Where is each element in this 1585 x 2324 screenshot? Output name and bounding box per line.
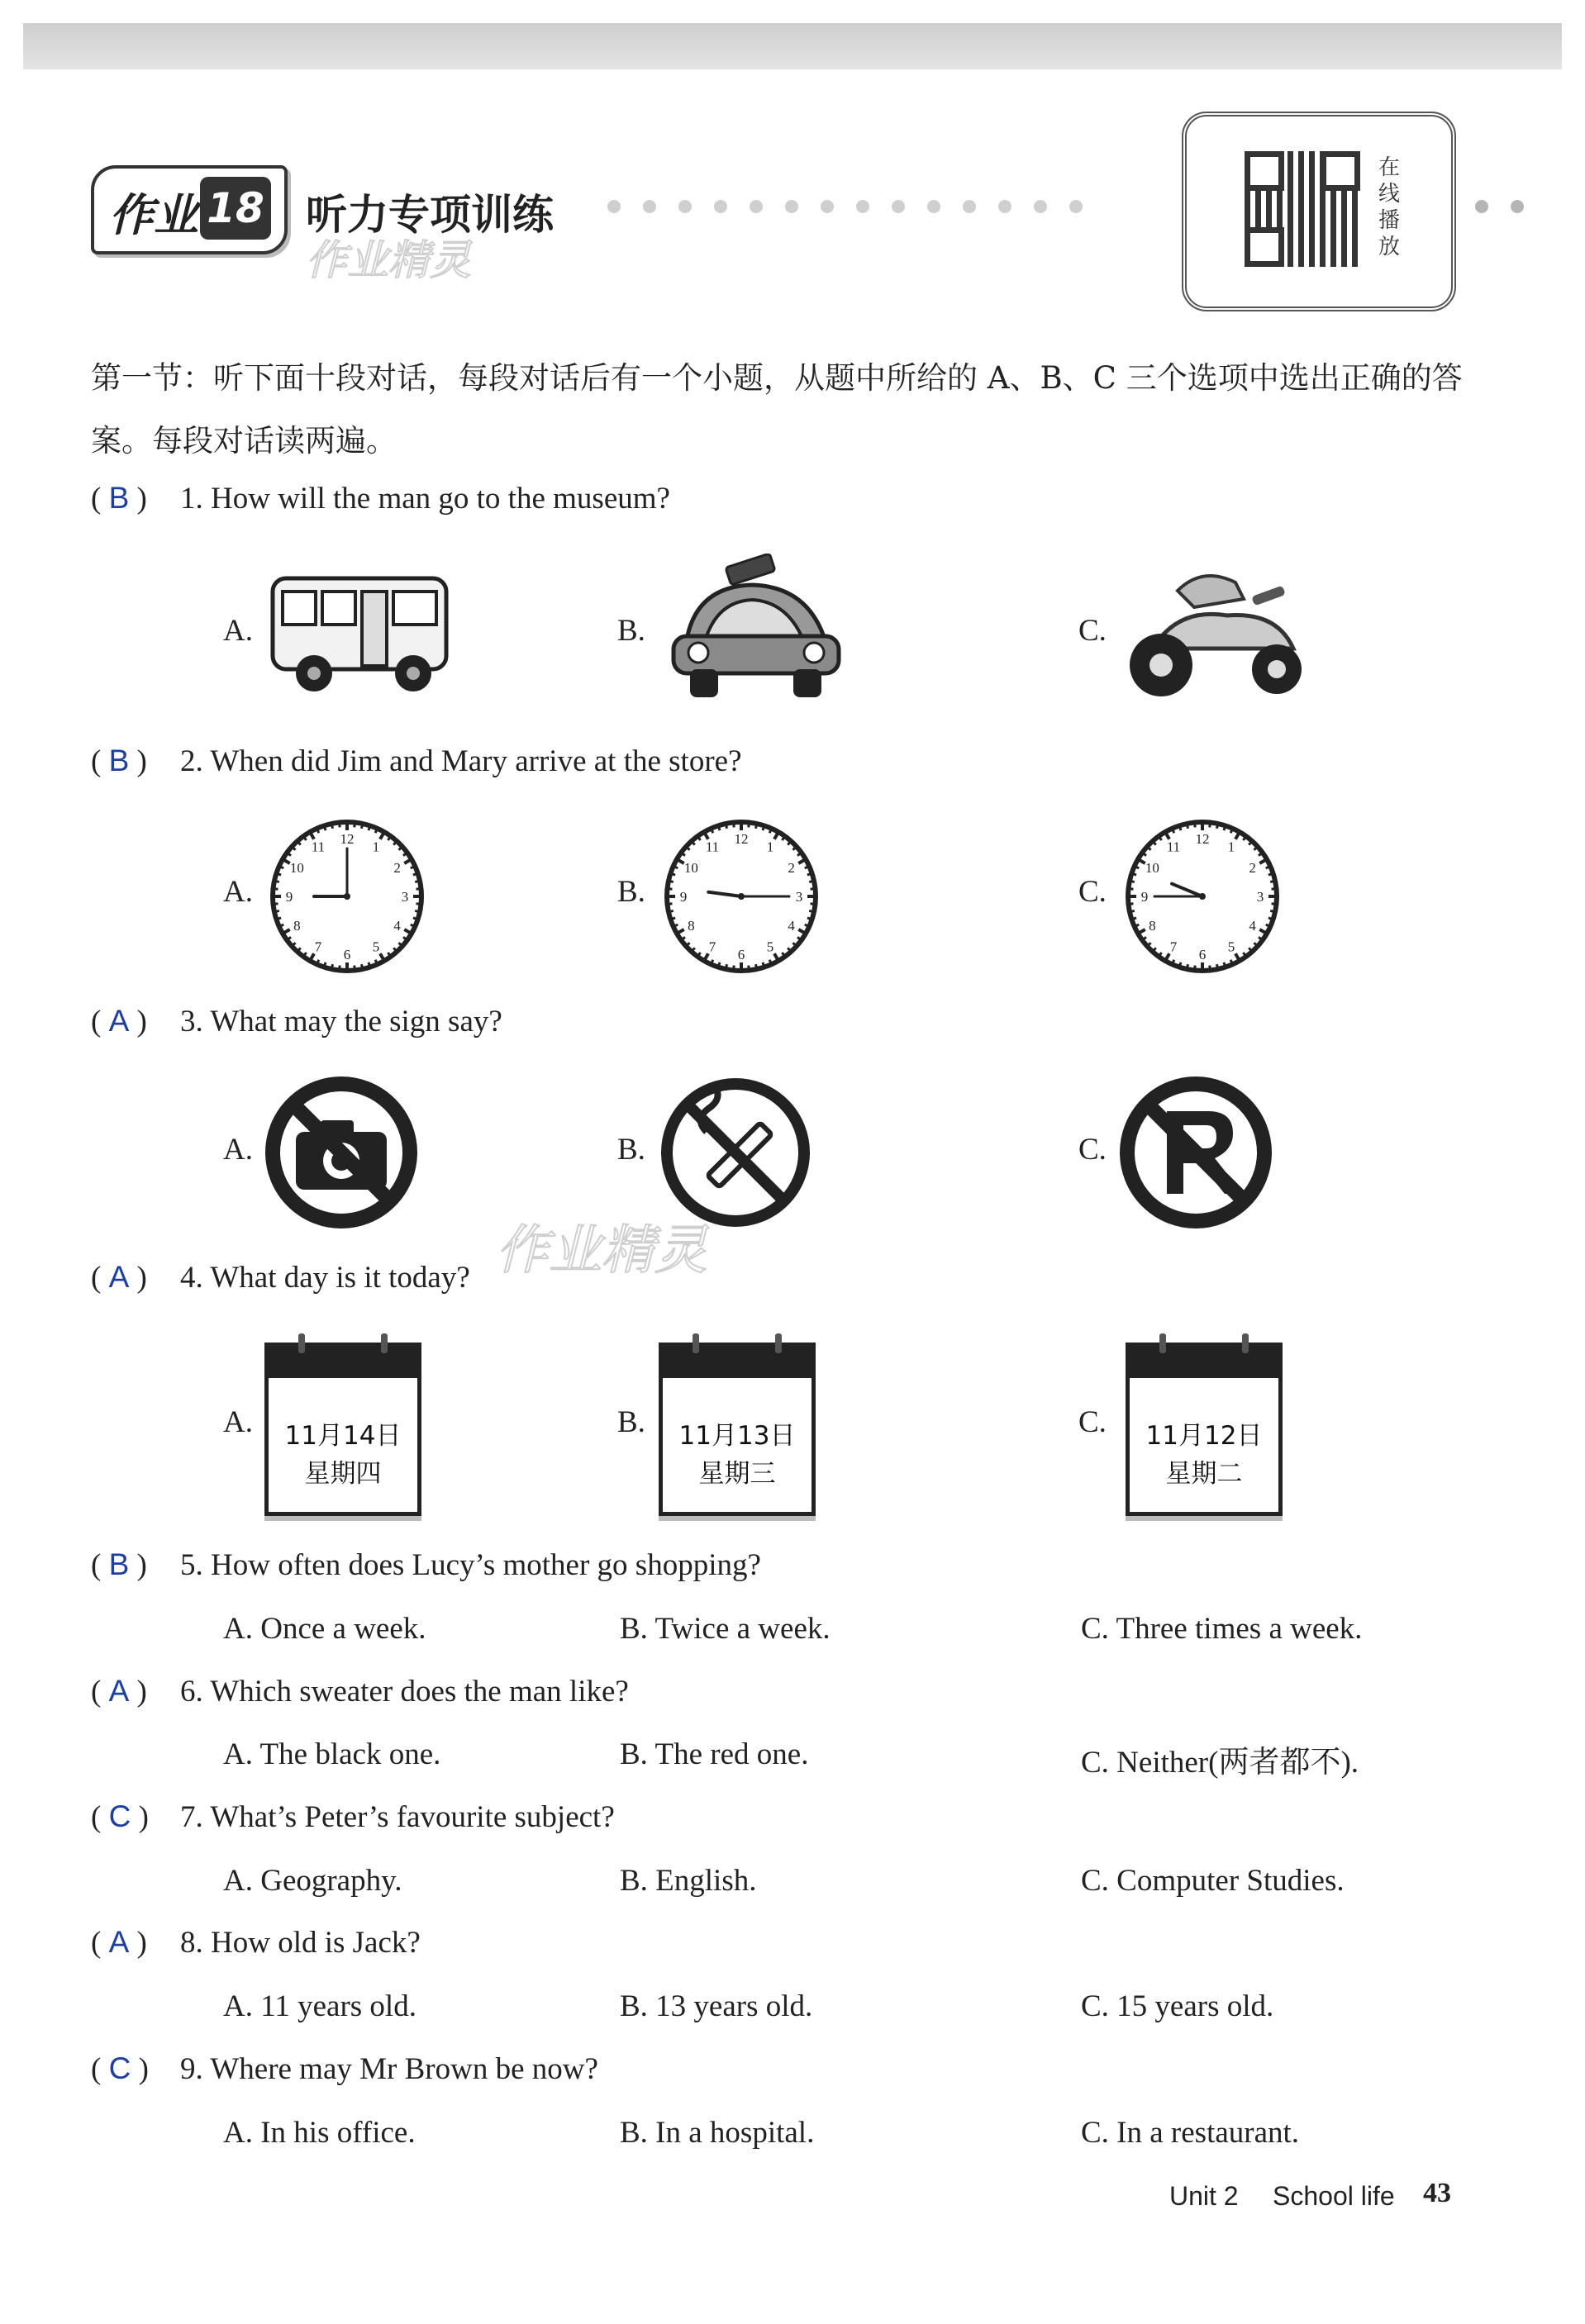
svg-text:10: 10 [289, 860, 304, 876]
option-a: A. The black one. [223, 1737, 441, 1771]
calendar-date: 11月13日 [678, 1421, 796, 1451]
calendar-option-a [264, 1343, 421, 1516]
question-text: When did Jim and Mary arrive at the store? [210, 744, 742, 778]
badge-word: 作业 [109, 189, 198, 241]
svg-text:12: 12 [734, 831, 749, 847]
question-number: 3 [180, 1005, 196, 1038]
no-camera-sign-icon [263, 1074, 420, 1231]
question-number: 8 [180, 1926, 196, 1960]
watermark: 作业精灵 [496, 1220, 707, 1281]
answer-8: A [108, 1925, 130, 1959]
footer-subtitle: School life [1273, 2181, 1395, 2211]
question-2: ( B ) 2. When did Jim and Mary arrive at the store? [91, 744, 742, 778]
option-label: A. [223, 1133, 253, 1167]
bus-icon [264, 562, 455, 698]
question-text: How will the man go to the museum? [211, 482, 670, 516]
question-4: ( A ) 4. What day is it today? [91, 1260, 470, 1295]
svg-text:6: 6 [1198, 947, 1207, 962]
svg-text:9: 9 [285, 889, 293, 905]
option-label: B. [617, 1133, 645, 1167]
svg-text:5: 5 [766, 939, 774, 955]
option-c: C. 15 years old. [1081, 1989, 1274, 2023]
section-instructions: 第一节：听下面十段对话，每段对话后有一个小题，从题中所给的 A、B、C 三个选项中选出正确的答案。每段对话读两遍。 [91, 360, 1463, 459]
option-label: C. [1078, 875, 1107, 909]
option-label: B. [617, 875, 645, 909]
question-text: How often does Lucy’s mother go shopping? [211, 1548, 761, 1582]
option-b: B. The red one. [620, 1737, 809, 1771]
question-3: ( A ) 3. What may the sign say? [91, 1004, 502, 1038]
question-number: 2 [180, 744, 196, 778]
svg-text:12: 12 [1195, 831, 1210, 847]
option-label: A. [223, 1405, 253, 1439]
svg-text:7: 7 [708, 939, 716, 955]
calendar-option-b [659, 1343, 816, 1516]
svg-text:8: 8 [293, 918, 301, 934]
option-c: C. In a restaurant. [1081, 2116, 1300, 2150]
question-9: ( C ) 9. Where may Mr Brown be now? [91, 2051, 598, 2086]
question-text: Which sweater does the man like? [210, 1675, 629, 1709]
svg-text:12: 12 [340, 831, 355, 847]
calendar-weekday: 星期二 [1165, 1459, 1243, 1489]
section-title: 听力专项训练 [306, 191, 554, 239]
svg-text:4: 4 [1249, 918, 1256, 934]
question-text: What day is it today? [210, 1261, 470, 1295]
top-band [23, 23, 1562, 69]
svg-text:11: 11 [1166, 839, 1181, 855]
answer-1: B [108, 481, 130, 515]
svg-text:11: 11 [705, 839, 720, 855]
calendar-option-c [1126, 1343, 1283, 1516]
option-c: C. Neither(两者都不). [1081, 1746, 1359, 1780]
svg-text:2: 2 [393, 860, 401, 876]
svg-text:1: 1 [766, 839, 774, 855]
footer-unit: Unit 2 [1169, 2181, 1239, 2211]
svg-text:5: 5 [372, 939, 380, 955]
option-label: B. [617, 614, 645, 648]
option-c: C. Three times a week. [1081, 1612, 1363, 1646]
option-b: B. 13 years old. [620, 1989, 813, 2023]
answer-2: B [108, 744, 130, 777]
answer-5: B [108, 1547, 130, 1581]
calendar-date: 11月12日 [1145, 1421, 1263, 1451]
option-label: C. [1078, 1133, 1107, 1167]
badge-number: 18 [200, 177, 271, 240]
option-label: A. [223, 614, 253, 648]
question-number: 6 [180, 1675, 196, 1709]
option-label: B. [617, 1405, 645, 1439]
svg-text:4: 4 [393, 918, 401, 934]
option-a: A. Once a week. [223, 1612, 426, 1646]
page-number: 43 [1423, 2178, 1451, 2208]
svg-text:3: 3 [795, 889, 803, 905]
taxi-icon [661, 554, 851, 706]
question-text: What’s Peter’s favourite subject? [210, 1800, 615, 1834]
qr-label: 在线播放 [1378, 155, 1401, 259]
no-parking-sign-icon [1117, 1074, 1274, 1231]
option-b: B. In a hospital. [620, 2116, 815, 2150]
svg-text:7: 7 [1169, 939, 1178, 955]
decorative-dots [607, 200, 1083, 213]
answer-4: A [108, 1260, 130, 1294]
option-c: C. Computer Studies. [1081, 1864, 1345, 1898]
option-b: B. Twice a week. [620, 1612, 831, 1646]
question-number: 7 [180, 1800, 196, 1834]
svg-text:11: 11 [311, 839, 326, 855]
svg-text:5: 5 [1227, 939, 1235, 955]
answer-6: A [108, 1674, 130, 1708]
option-a: A. In his office. [223, 2116, 416, 2150]
svg-text:1: 1 [1227, 839, 1235, 855]
option-a: A. 11 years old. [223, 1989, 416, 2023]
clock-9-00-icon [264, 814, 430, 979]
question-1: ( B ) 1. How will the man go to the museum? [91, 481, 670, 516]
question-6: ( A ) 6. Which sweater does the man like? [91, 1674, 629, 1709]
svg-text:6: 6 [737, 947, 745, 962]
svg-text:10: 10 [683, 860, 698, 876]
svg-text:6: 6 [343, 947, 351, 962]
decorative-dots-right [1475, 200, 1524, 213]
svg-text:2: 2 [1249, 860, 1256, 876]
svg-text:10: 10 [1145, 860, 1159, 876]
option-label: C. [1078, 1405, 1107, 1439]
question-5: ( B ) 5. How often does Lucy’s mother go shopping? [91, 1547, 761, 1582]
question-number: 9 [180, 2052, 196, 2086]
svg-text:7: 7 [314, 939, 322, 955]
motorbike-icon [1120, 558, 1310, 702]
calendar-weekday: 星期三 [698, 1459, 776, 1489]
svg-text:9: 9 [679, 889, 688, 905]
clock-9-45-icon [1120, 814, 1285, 979]
clock-9-15-icon [659, 814, 824, 979]
svg-text:4: 4 [788, 918, 795, 934]
question-7: ( C ) 7. What’s Peter’s favourite subject? [91, 1799, 615, 1834]
qr-code-box[interactable] [1182, 112, 1456, 311]
answer-3: A [108, 1004, 130, 1038]
svg-text:1: 1 [372, 839, 380, 855]
svg-text:8: 8 [1149, 918, 1156, 934]
homework-badge [91, 165, 288, 254]
answer-7: C [108, 1799, 131, 1833]
svg-text:8: 8 [688, 918, 695, 934]
question-8: ( A ) 8. How old is Jack? [91, 1925, 421, 1960]
answer-9: C [108, 2051, 131, 2085]
watermark: 作业精灵 [306, 236, 471, 284]
svg-text:3: 3 [401, 889, 409, 905]
question-text: Where may Mr Brown be now? [210, 2052, 598, 2086]
calendar-date: 11月14日 [284, 1421, 402, 1451]
option-label: A. [223, 875, 253, 909]
calendar-weekday: 星期四 [304, 1459, 382, 1489]
option-label: C. [1078, 614, 1107, 648]
svg-text:3: 3 [1256, 889, 1264, 905]
svg-text:9: 9 [1140, 889, 1149, 905]
question-text: How old is Jack? [211, 1926, 421, 1960]
option-b: B. English. [620, 1864, 757, 1898]
question-text: What may the sign say? [210, 1005, 502, 1038]
qr-code-icon[interactable] [1245, 151, 1360, 267]
svg-text:2: 2 [788, 860, 795, 876]
question-number: 4 [180, 1261, 196, 1295]
question-number: 5 [180, 1548, 196, 1582]
question-number: 1 [180, 482, 196, 516]
option-a: A. Geography. [223, 1864, 402, 1898]
